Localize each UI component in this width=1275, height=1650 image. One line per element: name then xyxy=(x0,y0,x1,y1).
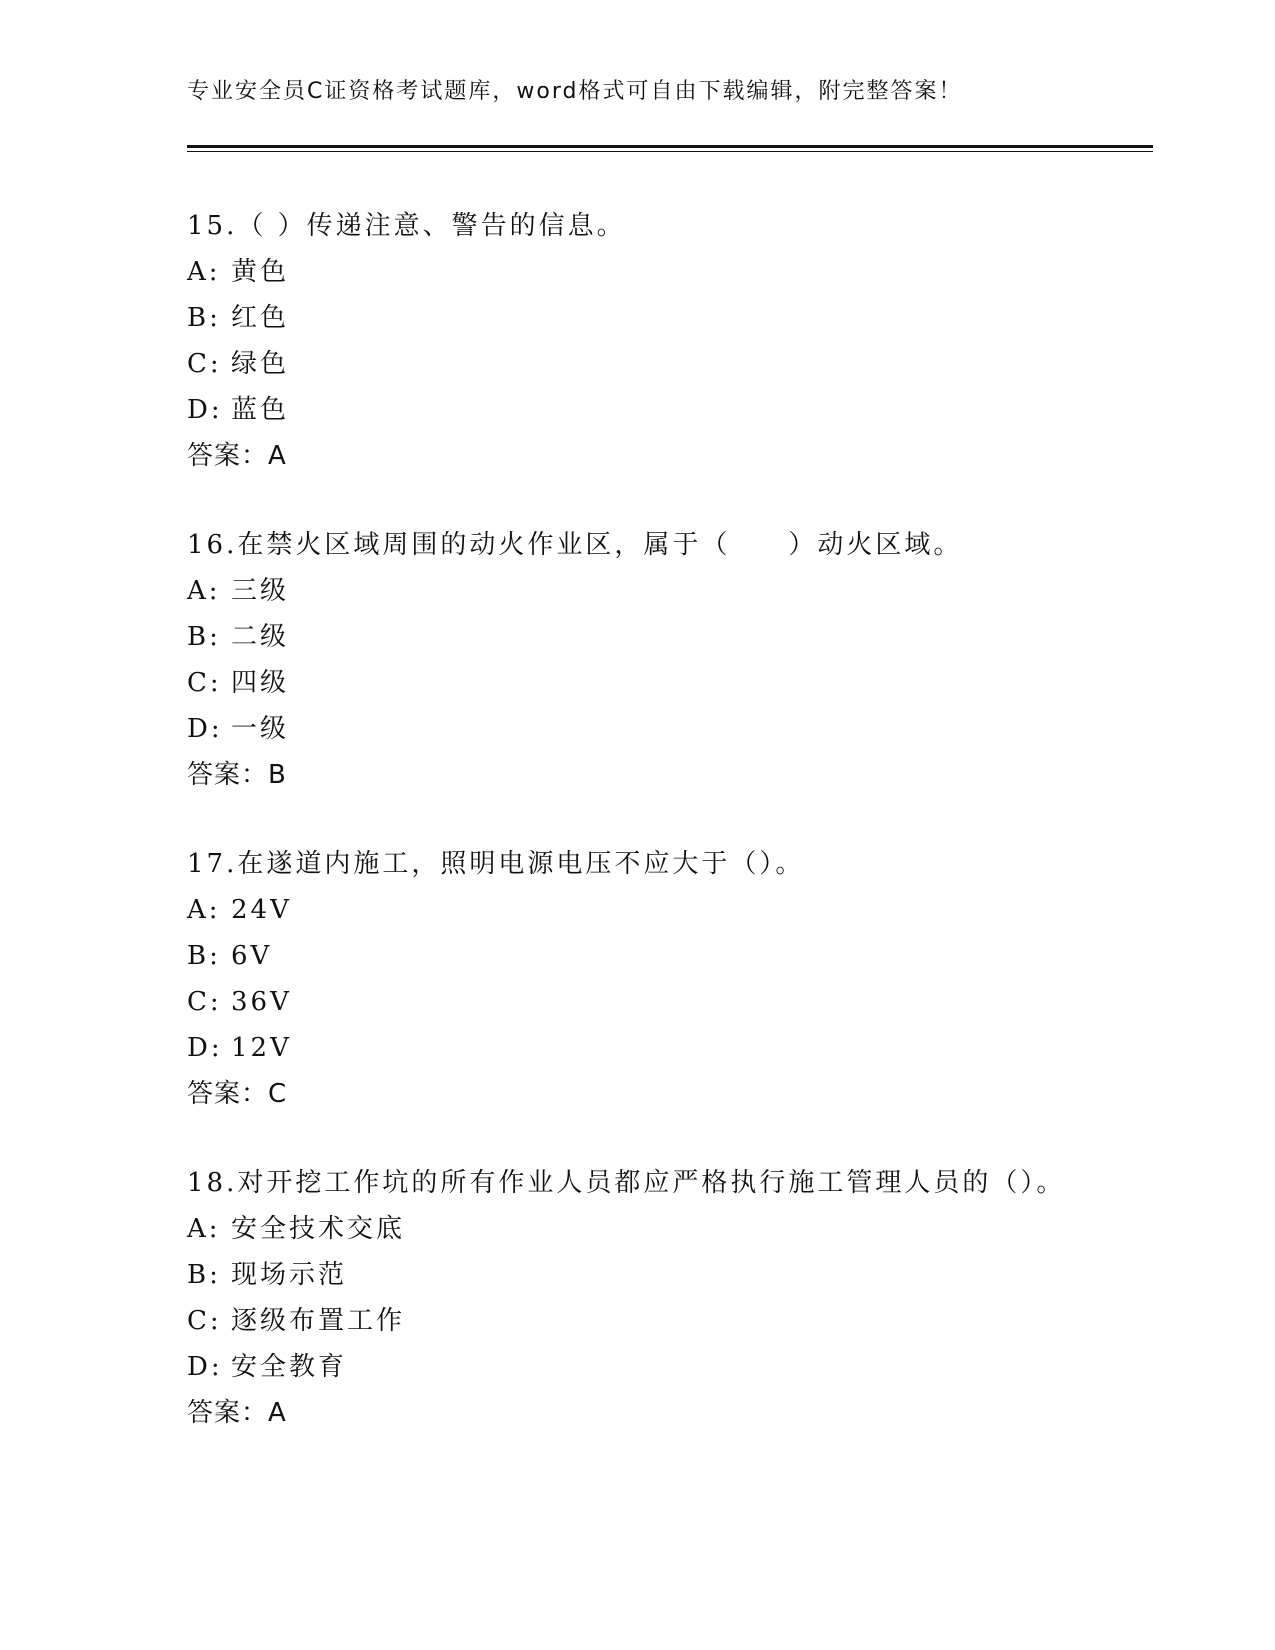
question-17 xyxy=(187,841,1153,1117)
question-15 xyxy=(187,203,1153,479)
option-c xyxy=(187,1298,1153,1344)
option-b xyxy=(187,1252,1153,1298)
option-a xyxy=(187,887,1153,933)
option-key: D: xyxy=(187,395,223,425)
option-text: 绿色 xyxy=(231,349,290,379)
answer-line: 答案：A xyxy=(187,441,287,471)
option-c xyxy=(187,660,1153,706)
option-text: 6V xyxy=(231,941,273,971)
option-b xyxy=(187,614,1153,660)
question-stem: 16.在禁火区域周围的动火作业区，属于（ ）动火区域。 xyxy=(187,530,963,560)
question-stem: 18.对开挖工作坑的所有作业人员都应严格执行施工管理人员的（）。 xyxy=(187,1168,1066,1198)
option-text: 红色 xyxy=(231,303,290,333)
option-a xyxy=(187,568,1153,614)
option-b xyxy=(187,295,1153,341)
question-16 xyxy=(187,522,1153,798)
option-text: 安全技术交底 xyxy=(231,1214,406,1244)
option-d xyxy=(187,706,1153,752)
option-key: B: xyxy=(187,303,221,333)
option-text: 安全教育 xyxy=(231,1352,348,1382)
option-d xyxy=(187,1344,1153,1390)
option-text: 现场示范 xyxy=(231,1260,348,1290)
option-d xyxy=(187,1025,1153,1071)
option-key: C: xyxy=(187,349,222,379)
answer-line: 答案：C xyxy=(187,1079,288,1109)
option-text: 24V xyxy=(231,895,292,925)
option-key: D: xyxy=(187,1033,223,1063)
option-text: 四级 xyxy=(231,668,290,698)
option-text: 36V xyxy=(231,987,292,1017)
option-key: C: xyxy=(187,987,222,1017)
option-key: A: xyxy=(187,895,221,925)
option-d xyxy=(187,387,1153,433)
option-text: 蓝色 xyxy=(231,395,290,425)
option-key: A: xyxy=(187,257,221,287)
option-text: 一级 xyxy=(231,714,290,744)
question-stem: 15.（ ）传递注意、警告的信息。 xyxy=(187,211,626,241)
option-c xyxy=(187,979,1153,1025)
option-key: C: xyxy=(187,668,222,698)
option-key: B: xyxy=(187,622,221,652)
option-key: B: xyxy=(187,941,221,971)
option-key: D: xyxy=(187,1352,223,1382)
option-key: B: xyxy=(187,1260,221,1290)
option-key: D: xyxy=(187,714,223,744)
option-a xyxy=(187,249,1153,295)
page-header: 专业安全员C证资格考试题库，word格式可自由下载编辑，附完整答案！ xyxy=(187,79,963,104)
option-b xyxy=(187,933,1153,979)
option-key: C: xyxy=(187,1306,222,1336)
option-text: 黄色 xyxy=(231,257,290,287)
option-text: 三级 xyxy=(231,576,290,606)
header-rule-thin xyxy=(187,151,1153,152)
option-text: 逐级布置工作 xyxy=(231,1306,406,1336)
option-text: 二级 xyxy=(231,622,290,652)
option-text: 12V xyxy=(231,1033,292,1063)
answer-line: 答案：A xyxy=(187,1398,287,1428)
header-rule-thick xyxy=(187,145,1153,148)
question-18 xyxy=(187,1160,1153,1436)
question-stem: 17.在遂道内施工，照明电源电压不应大于（）。 xyxy=(187,849,805,879)
option-key: A: xyxy=(187,1214,221,1244)
option-key: A: xyxy=(187,576,221,606)
option-a xyxy=(187,1206,1153,1252)
option-c xyxy=(187,341,1153,387)
answer-line: 答案：B xyxy=(187,760,287,790)
